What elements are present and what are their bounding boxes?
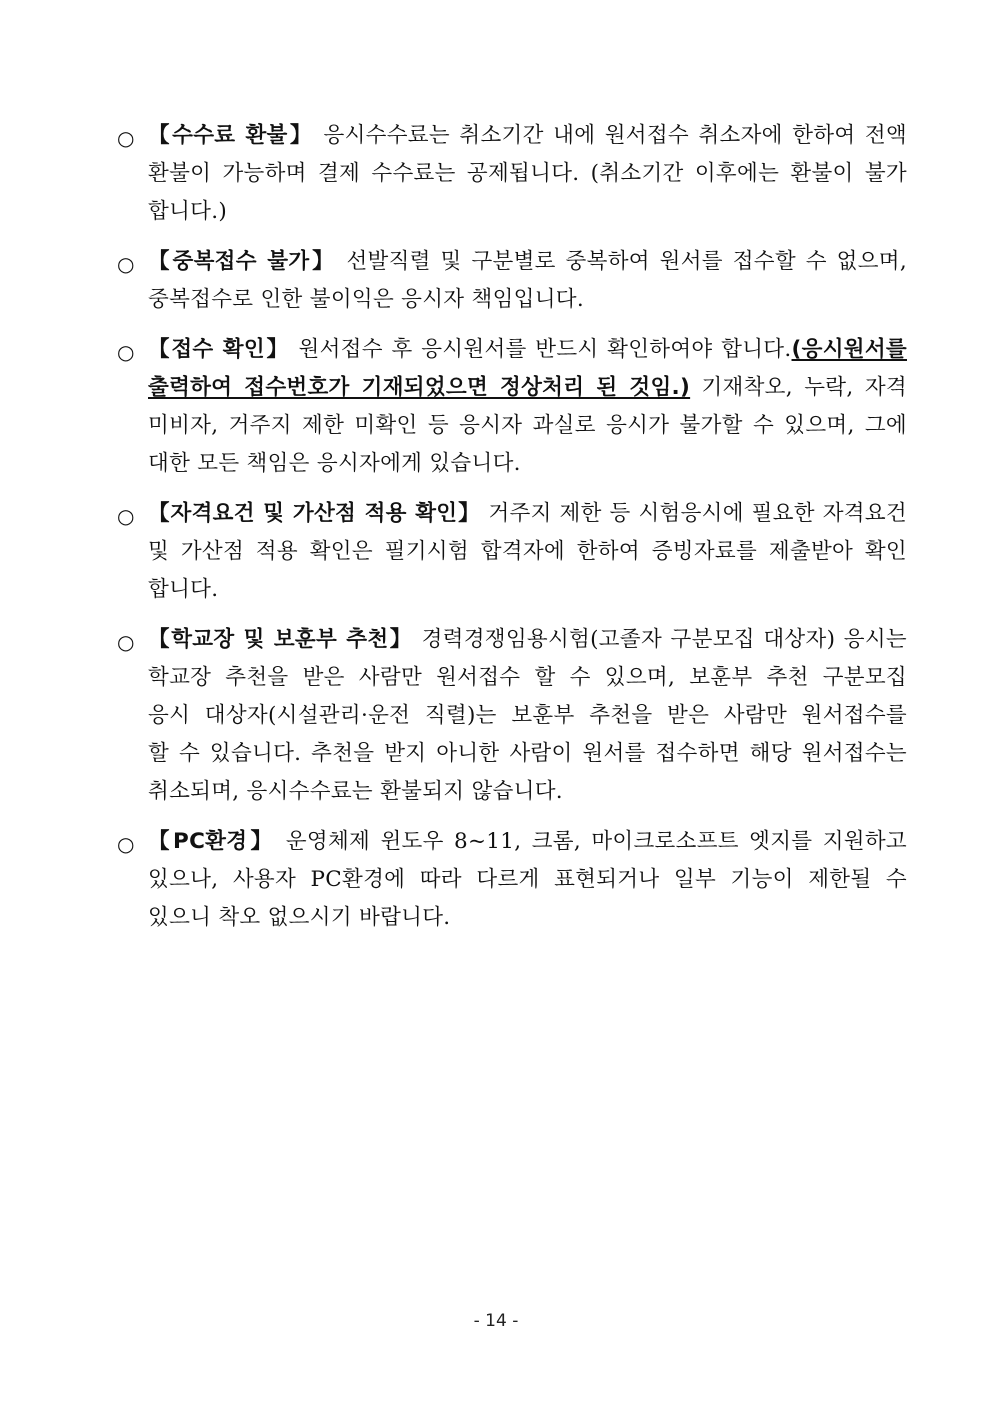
notice-line: 미비자, 거주지 제한 미확인 등 응시자 과실로 응시가 불가할 수 있으며, 그에 [148, 413, 907, 438]
notice-line: 환불이 가능하며 결제 수수료는 공제됩니다. (취소기간 이후에는 환불이 불가 [148, 161, 907, 186]
notice-line: 【학교장 및 보훈부 추천】 경력경쟁임용시험(고졸자 구분모집 대상자) 응시는 [148, 627, 907, 652]
notice-line: 응시 대상자(시설관리·운전 직렬)는 보훈부 추천을 받은 사람만 원서접수를 [148, 703, 907, 728]
notice-item-recommendation [117, 621, 907, 811]
notice-line: 있으니 착오 없으시기 바랍니다. [148, 905, 451, 930]
notice-line: 중복접수로 인한 불이익은 응시자 책임입니다. [148, 287, 584, 312]
emphasis-text: 출력하여 접수번호가 기재되었으면 정상처리 된 것임.) [148, 375, 691, 400]
notice-heading: 【수수료 환불】 [148, 123, 315, 148]
notice-item-confirm [117, 331, 907, 483]
page-number: - 14 - [473, 1311, 519, 1331]
notice-line: 【접수 확인】 원서접수 후 응시원서를 반드시 확인하여야 합니다.(응시원서를 [148, 337, 907, 362]
notice-item-duplicate [117, 243, 907, 319]
notice-line: 출력하여 접수번호가 기재되었으면 정상처리 된 것임.) 기재착오, 누락, 자격 [148, 375, 907, 400]
notice-line: 합니다. [148, 577, 219, 602]
notice-heading: 【자격요건 및 가산점 적용 확인】 [148, 501, 481, 526]
notice-line: 학교장 추천을 받은 사람만 원서접수 할 수 있으며, 보훈부 추천 구분모집 [148, 665, 907, 690]
notice-list [117, 117, 907, 949]
notice-heading: 【학교장 및 보훈부 추천】 [148, 627, 414, 652]
circle-bullet-icon: ○ [117, 630, 135, 654]
circle-bullet-icon: ○ [117, 252, 135, 276]
notice-line: 【중복접수 불가】 선발직렬 및 구분별로 중복하여 원서를 접수할 수 없으며, [148, 249, 907, 274]
notice-item-qualification [117, 495, 907, 609]
notice-line: 취소되며, 응시수수료는 환불되지 않습니다. [148, 779, 563, 804]
notice-line: 합니다.) [148, 199, 228, 224]
notice-heading: 【중복접수 불가】 [148, 249, 337, 274]
notice-heading: 【PC환경】 [148, 829, 276, 854]
circle-bullet-icon: ○ [117, 832, 135, 856]
notice-line: 있으나, 사용자 PC환경에 따라 다르게 표현되거나 일부 기능이 제한될 수 [148, 867, 907, 892]
circle-bullet-icon: ○ [117, 504, 135, 528]
notice-line: 및 가산점 적용 확인은 필기시험 합격자에 한하여 증빙자료를 제출받아 확인 [148, 539, 907, 564]
notice-line: 대한 모든 책임은 응시자에게 있습니다. [148, 451, 521, 476]
notice-item-pc-environment [117, 823, 907, 937]
notice-item-fee-refund [117, 117, 907, 231]
circle-bullet-icon: ○ [117, 126, 135, 150]
notice-line: 【PC환경】 운영체제 윈도우 8~11, 크롬, 마이크로소프트 엣지를 지원하고 [148, 829, 907, 854]
notice-line: 【자격요건 및 가산점 적용 확인】 거주지 제한 등 시험응시에 필요한 자격요건 [148, 501, 907, 526]
notice-line: 【수수료 환불】 응시수수료는 취소기간 내에 원서접수 취소자에 한하여 전액 [148, 123, 907, 148]
notice-line: 할 수 있습니다. 추천을 받지 아니한 사람이 원서를 접수하면 해당 원서접수는 [148, 741, 907, 766]
circle-bullet-icon: ○ [117, 340, 135, 364]
notice-heading: 【접수 확인】 [148, 337, 290, 362]
emphasis-text: (응시원서를 [791, 337, 907, 362]
